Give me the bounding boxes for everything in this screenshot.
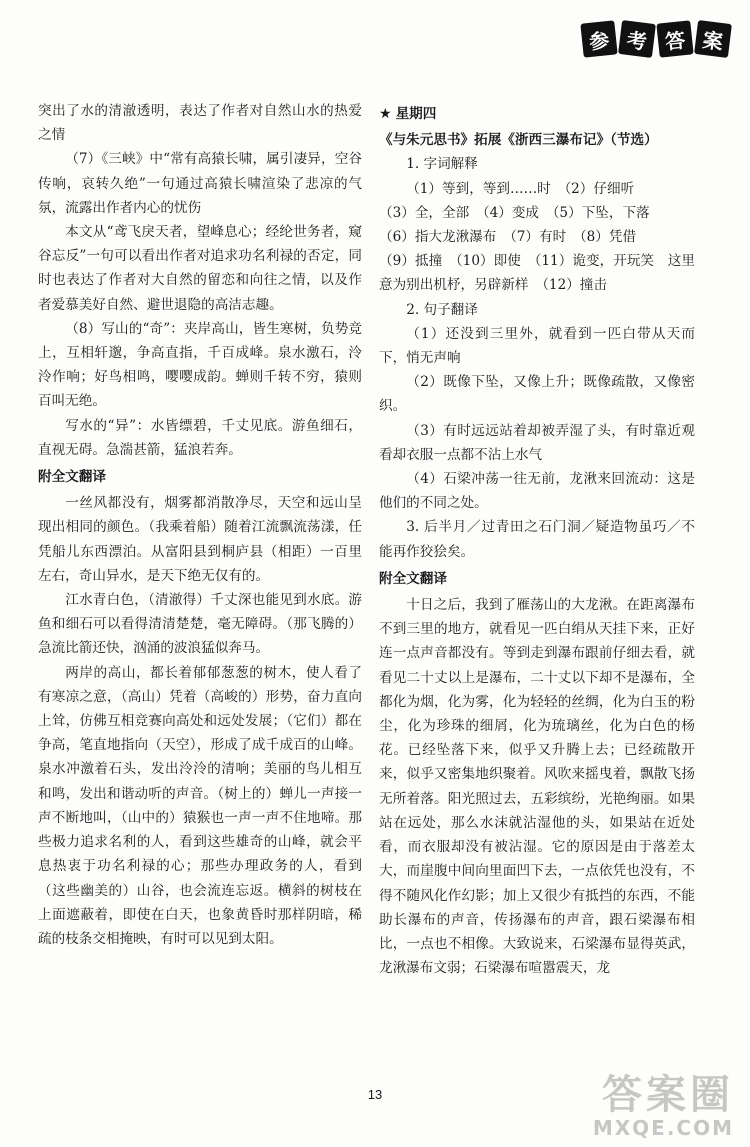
page-number: 13 <box>367 1087 383 1102</box>
watermark-logo-text: 答案圈 <box>602 1072 734 1118</box>
paragraph: （7）《三峡》中“常有高猿长啸，属引凄异，空谷传响，哀转久绝”一句通过高猿长啸渲染了悲凉的气氛，流露出作者内心的忧伤 <box>38 151 362 216</box>
paragraph: 突出了水的清澈透明，表达了作者对自然山水的热爱之情 <box>38 103 362 144</box>
right-column <box>379 99 695 980</box>
paragraph: 十日之后，我到了雁荡山的大龙湫。在距离瀑布不到三里的地方，就看见一匹白绢从天挂下来，正好连一点声音都没有。等到走到瀑布跟前仔细去看，就看见二十丈以上是瀑布，二十丈以下却不是瀑布，全都化为烟，化为雾，化为轻轻的丝绸，化为白玉的粉尘，化为珍珠的细屑，化为琉璃丝，化为白色的杨花。已经坠落下来，似乎又升腾上去；已经疏散开来，似乎又密集地织聚着。风吹来摇曳着，飘散飞扬无所着落。阳光照过去，五彩缤纷，光艳绚丽。如果站在远处，那么水沫就沾湿他的头，如果站在近处看，而衣服却没有被沾湿。它的原因是由于落差太大，而崖腹中间向里面凹下去，一点依凭也没有，不得不随风化作幻影；加上又很少有抵挡的东西，不能助长瀑布的声音，传扬瀑布的声音，跟石梁瀑布相比，一点也不相像。大致说来，石梁瀑布显得英武，龙湫瀑布文弱；石梁瀑布喧嚣震天，龙 <box>379 597 695 977</box>
paragraph: （4）石梁冲荡一往无前，龙湫来回流动：这是他们的不同之处。 <box>379 471 695 512</box>
section-heading <box>379 567 695 591</box>
section-heading-text: 星期四 <box>395 106 437 122</box>
banner-char: 案 <box>694 20 732 58</box>
paragraph: （6）指大龙湫瀑布 （7）有时 （8）凭借 <box>379 229 637 246</box>
section-heading-text: 附全文翻译 <box>38 469 106 486</box>
article-title: 《与朱元思书》拓展《浙西三瀑布记》（节选） <box>379 132 658 149</box>
paragraph: 2. 句子翻译 <box>406 301 478 318</box>
paragraph: （8）写山的“奇”：夹岸高山，皆生寒树，负势竞上，互相轩邈，争高直指，千百成峰。泉水激石，泠泠作响；好鸟相鸣，嘤嘤成韵。蝉则千转不穷，猿则百叫无绝。 <box>38 320 362 410</box>
banner-char: 答 <box>656 20 693 57</box>
reference-answer-banner <box>582 22 730 56</box>
section-heading <box>379 102 695 126</box>
paragraph: 一丝风都没有，烟雾都消散净尽，天空和远山呈现出相同的颜色。（我乘着船）随着江流飘流荡漾，任凭船儿东西漂泊。从富阳县到桐庐县（相距）一百里左右，奇山异水，是天下绝无仅有的。 <box>38 495 362 584</box>
banner-char: 考 <box>618 20 656 58</box>
site-watermark <box>593 1073 734 1139</box>
left-column <box>38 99 362 951</box>
paragraph: 江水青白色，（清澈得）千丈深也能见到水底。游鱼和细石可以看得清清楚楚，毫无障碍。（那飞腾的）急流比箭还快，汹涌的波浪猛似奔马。 <box>38 592 362 657</box>
section-heading <box>38 465 362 489</box>
banner-char: 参 <box>580 20 617 57</box>
star-icon: ★ <box>379 106 392 122</box>
paragraph: 写水的“异”：水皆缥碧，千丈见底。游鱼细石，直视无碍。急湍甚箭，猛浪若奔。 <box>38 417 362 458</box>
watermark-url: MXQE.COM <box>592 1116 734 1140</box>
paragraph: （3）有时远远站着却被弄湿了头，有时靠近观看却衣服一点都不沾上水气 <box>379 422 695 463</box>
paragraph: （1）还没到三里外，就看到一匹白带从天而下，悄无声响 <box>379 325 695 367</box>
paragraph: 3. 后半月／过青田之石门洞／疑造物虽巧／不能再作狡狯矣。 <box>379 519 695 560</box>
paragraph: 1. 字词解释 <box>406 156 478 173</box>
paragraph: （1）等到，等到……时 （2）仔细听 <box>406 180 635 197</box>
paragraph: 两岸的高山，都长着郁郁葱葱的树木，使人看了有寒凉之意，（高山）凭着（高峻的）形势，奋力直向上耸，仿佛互相竞赛向高处和远处发展；（它们）都在争高，笔直地指向（天空），形成了成千成百的山峰。泉水冲激着石头，发出泠泠的清响；美丽的鸟儿相互和鸣，发出和谐动听的声音。（树上的）蝉儿一声接一声不断地叫，（山中的）猿猴也一声一声不住地啼。那些极力追求名利的人，看到这些雄奇的山峰，就会平息热衷于功名利禄的心；那些办理政务的人，看到（这些幽美的）山谷，也会流连忘返。横斜的树枝在上面遮蔽着，即使在白天，也象黄昏时那样阴暗，稀疏的枝条交相掩映，有时可以见到太阳。 <box>38 664 362 947</box>
paragraph: （3）全，全部 （4）变成 （5）下坠，下落 <box>379 204 650 221</box>
paragraph: （2）既像下坠，又像上升；既像疏散，又像密织。 <box>379 374 695 415</box>
paragraph: （9）抵撞 （10）即使 （11）诡变，开玩笑 这里意为别出机杼，另辟新样 （12）撞击 <box>379 253 695 294</box>
section-heading-text: 附全文翻译 <box>379 570 447 587</box>
paragraph: 本文从“鸢飞戾天者，望峰息心；经纶世务者，窥谷忘反”一句可以看出作者对追求功名利禄的否定，同时也表达了作者对大自然的留恋和向往之情，以及作者爱慕美好自然、避世退隐的高洁志趣。 <box>38 224 362 313</box>
